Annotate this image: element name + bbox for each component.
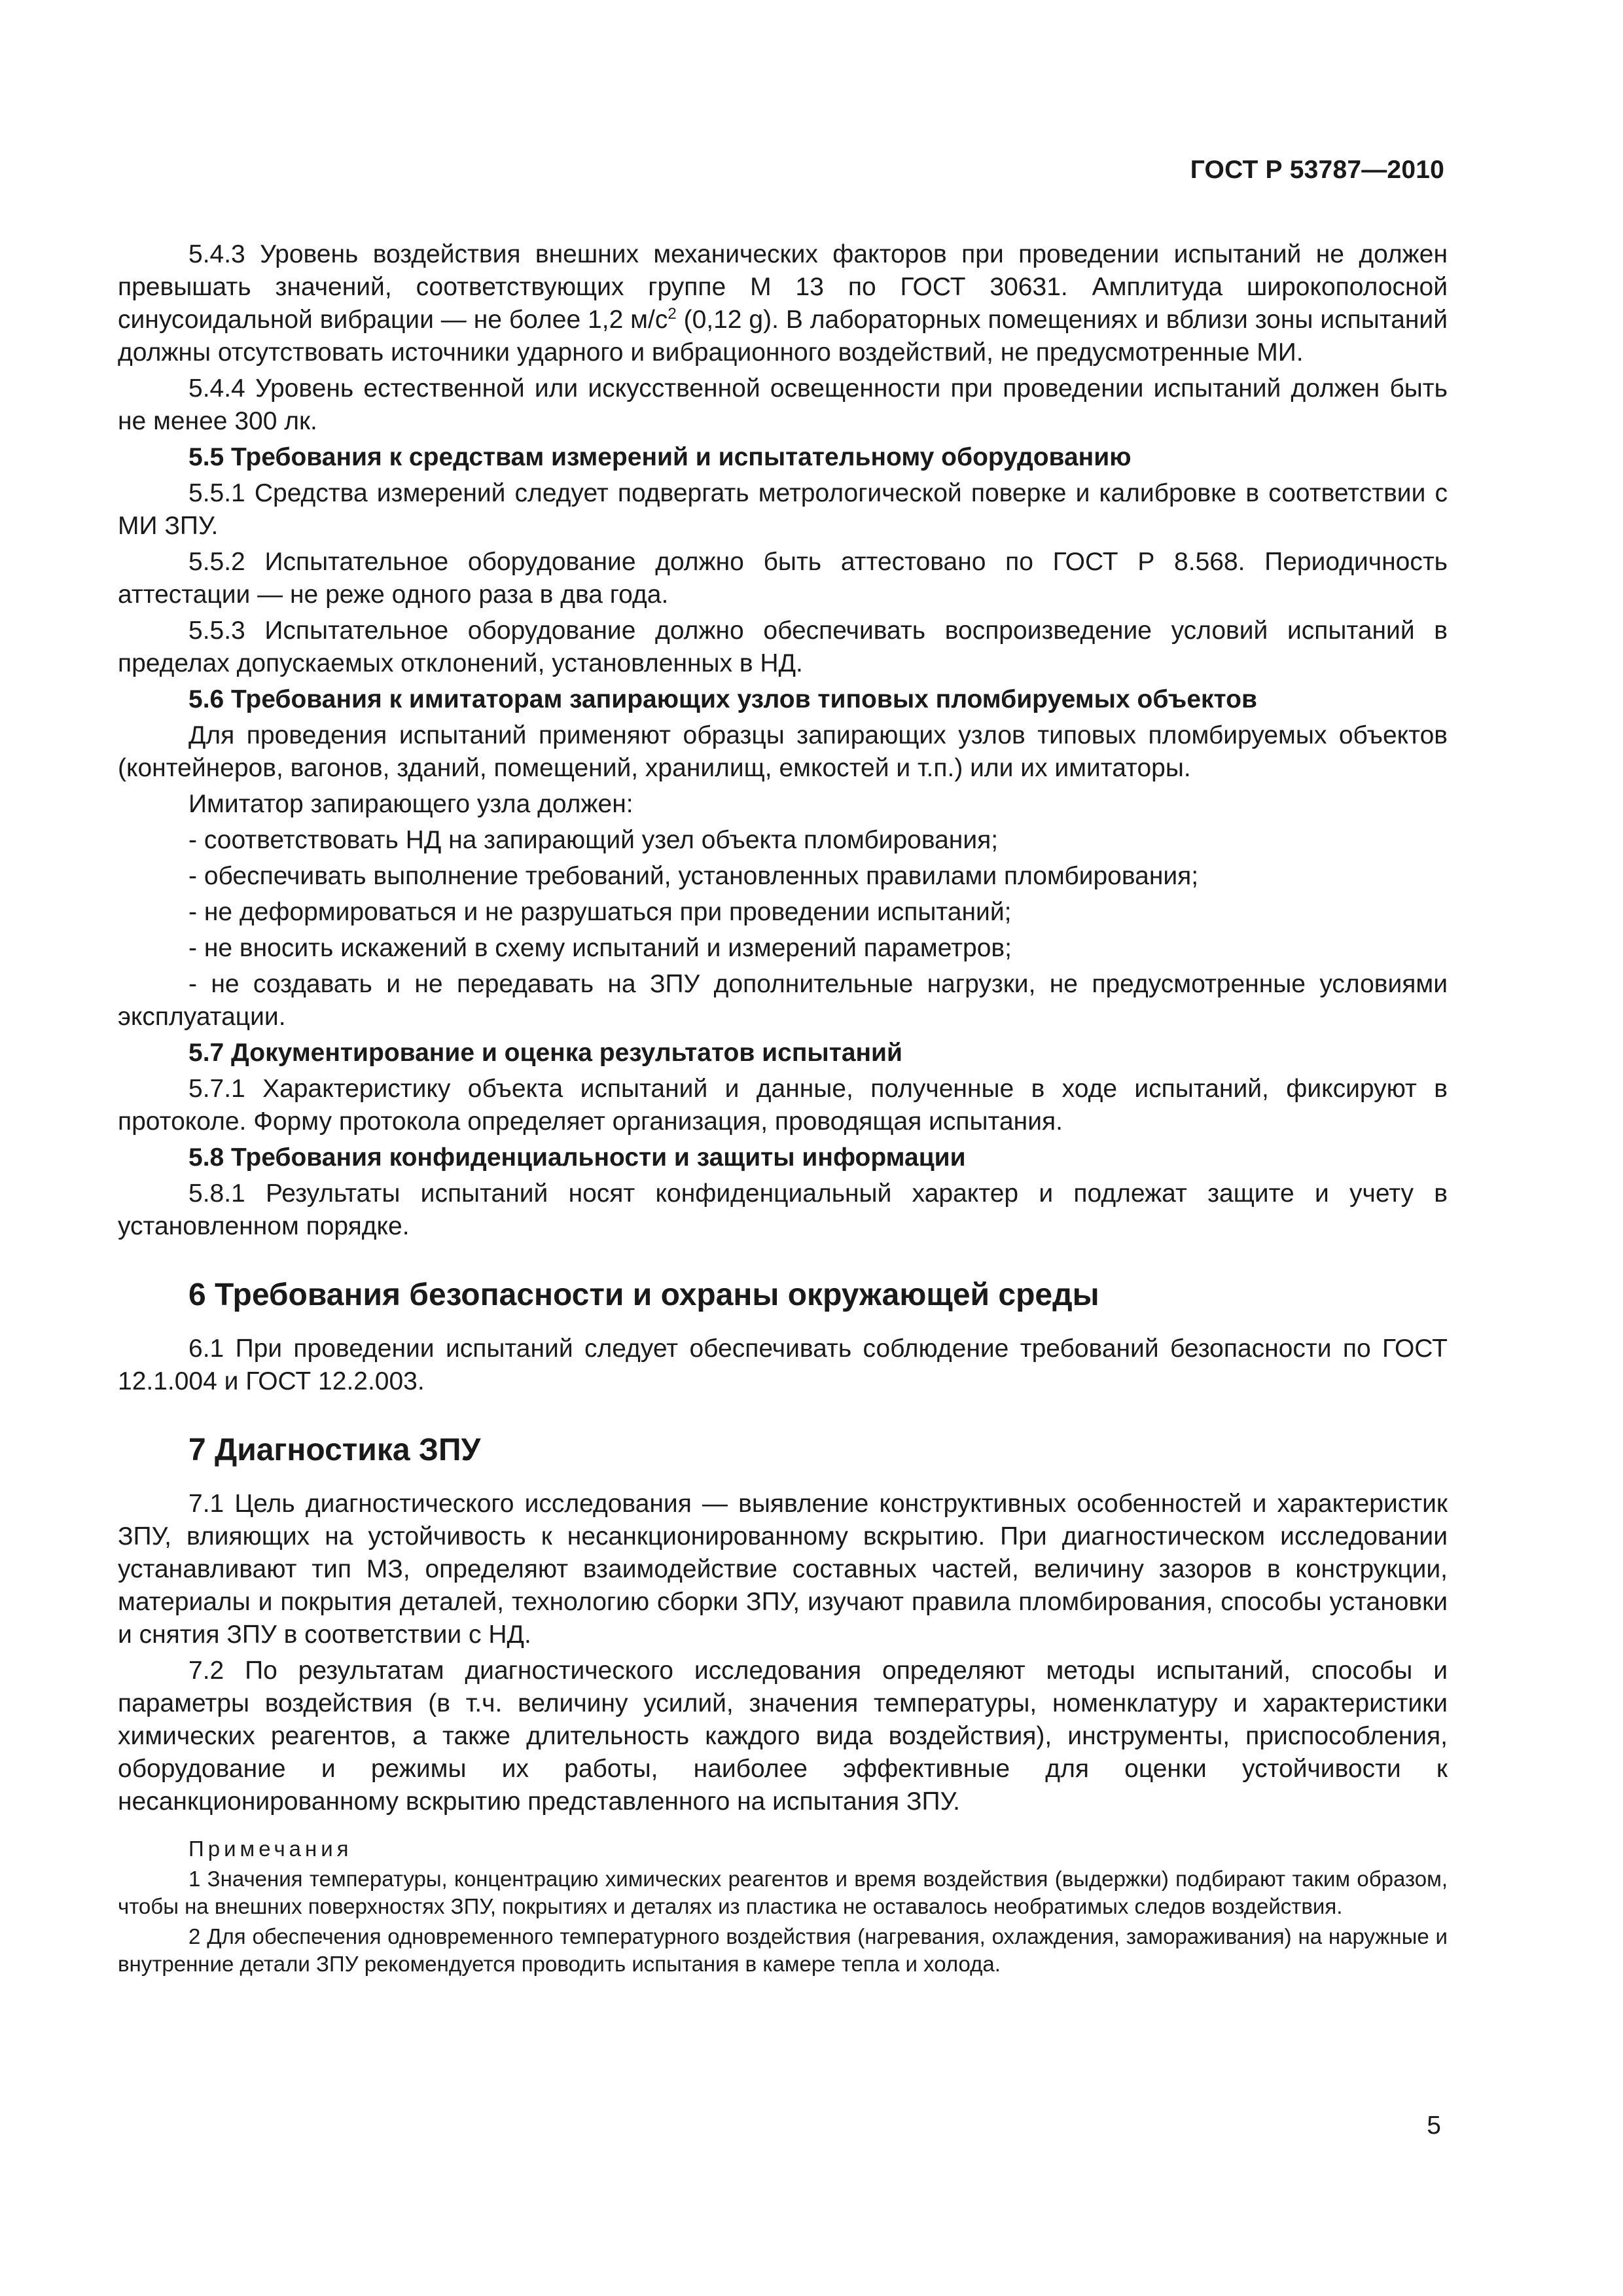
superscript-2: 2: [668, 305, 677, 323]
clause-5-4-3-text-b: (0,12 g). В лабораторных помещениях и вблизи зоны испытаний должны отсутствовать источники ударного и вибрационного воздействий, не предусмотренные МИ.: [118, 306, 1448, 367]
clause-5-5-2: 5.5.2 Испытательное оборудование должно быть аттестовано по ГОСТ Р 8.568. Периодичность аттестации — не реже одного раза в два года.: [118, 548, 1448, 609]
section-heading-6: 6 Требования безопасности и охраны окружающей среды: [188, 1278, 1099, 1312]
subsection-heading-5-8: 5.8 Требования конфиденциальности и защиты информации: [188, 1143, 966, 1172]
list-item-dash-4: - не вносить искажений в схему испытаний и измерений параметров;: [188, 934, 1012, 962]
list-item-dash-1: - соответствовать НД на запирающий узел объекта пломбирования;: [188, 826, 999, 854]
clause-5-4-4: 5.4.4 Уровень естественной или искусственной освещенности при проведении испытаний должен быть не менее 300 лк.: [118, 374, 1448, 435]
paragraph-imitator-samples: Для проведения испытаний применяют образцы запирающих узлов типовых пломбируемых объектов (контейнеров, вагонов, зданий, помещений, хранилищ, емкостей и т.п.) или их имитаторы.: [118, 721, 1448, 782]
clause-6-1: 6.1 При проведении испытаний следует обеспечивать соблюдение требований безопасности по ГОСТ 12.1.004 и ГОСТ 12.2.003.: [118, 1335, 1448, 1395]
notes-title: Примечания: [188, 1837, 353, 1861]
clause-7-1: 7.1 Цель диагностического исследования — выявление конструктивных особенностей и характеристик ЗПУ, влияющих на устойчивость к несанкционированному вскрытию. При диагностическом исследовании устанавливают тип МЗ, определяют взаимодействие составных частей, величину зазоров в конструкции, материалы и покрытия деталей, технологию сборки ЗПУ, изучают правила пломбирования, способы установки и снятия ЗПУ в соответствии с НД.: [118, 1490, 1448, 1649]
subsection-heading-5-5: 5.5 Требования к средствам измерений и испытательному оборудованию: [188, 443, 1132, 471]
clause-5-5-3: 5.5.3 Испытательное оборудование должно обеспечивать воспроизведение условий испытаний в пределах допускаемых отклонений, установленных в НД.: [118, 617, 1448, 677]
page-number: 5: [1427, 2111, 1441, 2140]
note-1: 1 Значения температуры, концентрацию химических реагентов и время воздействия (выдержки) подбирают таким образом, чтобы на внешних поверхностях ЗПУ, покрытиях и деталях из пластика не оставалось необратимых следов воздействия.: [118, 1867, 1448, 1918]
clause-5-5-1: 5.5.1 Средства измерений следует подвергать метрологической поверке и калибровке в соответствии с МИ ЗПУ.: [118, 479, 1448, 540]
subsection-heading-5-6: 5.6 Требования к имитаторам запирающих узлов типовых пломбируемых объектов: [188, 685, 1257, 713]
section-heading-7: 7 Диагностика ЗПУ: [188, 1433, 481, 1467]
list-item-dash-3: - не деформироваться и не разрушаться при проведении испытаний;: [188, 898, 1012, 926]
note-2: 2 Для обеспечения одновременного температурного воздействия (нагревания, охлаждения, замораживания) на наружные и внутренние детали ЗПУ рекомендуется проводить испытания в камере тепла и холода.: [118, 1924, 1448, 1976]
paragraph-imitator-must: Имитатор запирающего узла должен:: [188, 790, 633, 818]
list-item-dash-5: - не создавать и не передавать на ЗПУ дополнительные нагрузки, не предусмотренные условиями эксплуатации.: [118, 970, 1448, 1031]
clause-5-7-1: 5.7.1 Характеристику объекта испытаний и данные, полученные в ходе испытаний, фиксируют в протоколе. Форму протокола определяет организация, проводящая испытания.: [118, 1075, 1448, 1136]
clause-5-8-1: 5.8.1 Результаты испытаний носят конфиденциальный характер и подлежат защите и учету в установленном порядке.: [118, 1179, 1448, 1240]
list-item-dash-2: - обеспечивать выполнение требований, установленных правилами пломбирования;: [188, 862, 1199, 890]
document-body: [118, 238, 1448, 1981]
clause-5-4-3: [118, 238, 1448, 369]
subsection-heading-5-7: 5.7 Документирование и оценка результатов испытаний: [188, 1039, 903, 1067]
document-code-header: ГОСТ Р 53787—2010: [1190, 156, 1444, 184]
clause-5-4-3-text-a: 5.4.3 Уровень воздействия внешних механических факторов при проведении испытаний не должен превышать значений, соответствующих группе М 13 по ГОСТ 30631. Амплитуда широкополосной синусоидальной вибрации — не более 1,2 м/с: [118, 240, 1448, 334]
clause-7-2: 7.2 По результатам диагностического исследования определяют методы испытаний, способы и параметры воздействия (в т.ч. величину усилий, значения температуры, номенклатуру и характеристики химических реагентов, а также длительность каждого вида воздействия), инструменты, приспособления, оборудование и режимы их работы, наиболее эффективные для оценки устойчивости к несанкционированному вскрытию представленного на испытания ЗПУ.: [118, 1657, 1448, 1816]
